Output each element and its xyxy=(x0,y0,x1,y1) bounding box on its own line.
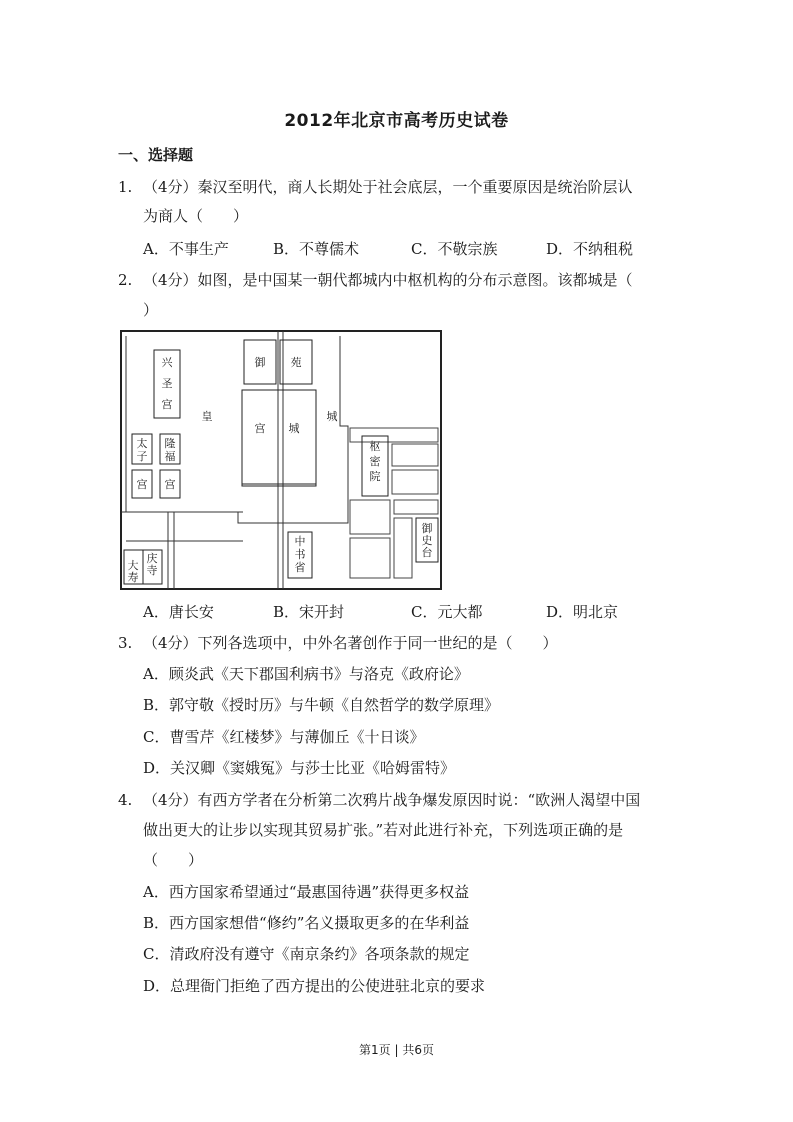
question-4-number: 4. xyxy=(118,791,133,809)
question-2-text-line2: ） xyxy=(143,301,159,319)
map-label-yu: 御 xyxy=(254,356,266,369)
question-3-number: 3. xyxy=(118,634,133,652)
question-1-number: 1. xyxy=(118,178,133,196)
map-label-yushi-shi: 史 xyxy=(421,534,433,547)
question-2-option-a: A．唐长安 xyxy=(143,603,214,621)
map-label-shu-book: 书 xyxy=(294,548,306,561)
map-label-sheng: 圣 xyxy=(161,377,173,390)
map-label-huang: 皇 xyxy=(201,410,213,423)
question-1-option-c: C．不敬宗族 xyxy=(411,240,498,258)
map-label-zi: 子 xyxy=(136,450,148,463)
question-4-option-d: D．总理衙门拒绝了西方提出的公使进驻北京的要求 xyxy=(143,977,486,995)
map-label-da: 大 xyxy=(127,559,139,572)
page-footer: 第1页 | 共6页 xyxy=(359,1043,434,1057)
map-label-cheng-outer: 城 xyxy=(326,410,338,423)
question-2-text-line1: （4分）如图，是中国某一朝代都城内中枢机构的分布示意图。该都城是（ xyxy=(143,271,633,289)
page-title: 2012年北京市高考历史试卷 xyxy=(284,111,509,131)
map-label-xing: 兴 xyxy=(161,356,173,369)
map-label-qing: 庆 xyxy=(146,552,158,565)
question-4-text-line2: 做出更大的让步以实现其贸易扩张。”若对此进行补充，下列选项正确的是 xyxy=(143,821,624,839)
question-1-text-line1: （4分）秦汉至明代，商人长期处于社会底层，一个重要原因是统治阶层认 xyxy=(143,178,633,196)
map-label-yushi-tai: 台 xyxy=(421,546,433,559)
question-4-option-a: A．西方国家希望通过“最惠国待遇”获得更多权益 xyxy=(143,883,470,901)
question-1-option-a: A．不事生产 xyxy=(143,240,229,258)
map-label-yuan-court: 院 xyxy=(369,470,381,483)
question-3-text: （4分）下列各选项中，中外名著创作于同一世纪的是（ ） xyxy=(143,634,558,652)
map-label-fu: 福 xyxy=(164,450,176,463)
section-heading: 一、选择题 xyxy=(118,146,194,164)
question-2-option-d: D．明北京 xyxy=(546,603,619,621)
question-3-option-c: C．曹雪芹《红楼梦》与薄伽丘《十日谈》 xyxy=(143,728,425,746)
question-4-option-c: C．清政府没有遵守《南京条约》各项条款的规定 xyxy=(143,945,470,963)
map-label-shou: 寿 xyxy=(127,571,139,584)
map-label-cheng-inner: 城 xyxy=(288,422,300,435)
question-1-option-d: D．不纳租税 xyxy=(546,240,634,258)
question-3-option-b: B．郭守敬《授时历》与牛顿《自然哲学的数学原理》 xyxy=(143,696,500,714)
map-label-shu: 枢 xyxy=(369,440,381,453)
map-label-si: 寺 xyxy=(146,564,158,577)
map-label-gong: 宫 xyxy=(254,422,266,435)
question-2-option-b: B．宋开封 xyxy=(273,603,345,621)
map-label-tai: 太 xyxy=(136,437,148,450)
map-label-zhong: 中 xyxy=(294,535,306,548)
map-label-yushi-yu: 御 xyxy=(421,522,433,535)
map-label-long: 隆 xyxy=(164,437,176,450)
capital-city-map xyxy=(118,328,444,592)
map-label-xingsheng-gong: 宫 xyxy=(161,398,173,411)
question-1-text-line2: 为商人（ ） xyxy=(143,207,249,225)
map-label-yuan: 苑 xyxy=(290,356,302,369)
question-4-option-b: B．西方国家想借“修约”名义摄取更多的在华利益 xyxy=(143,914,470,932)
question-1-option-b: B．不尊儒术 xyxy=(273,240,360,258)
question-3-option-a: A．顾炎武《天下郡国利病书》与洛克《政府论》 xyxy=(143,665,469,683)
question-4-text-line1: （4分）有西方学者在分析第二次鸦片战争爆发原因时说：“欧洲人渴望中国 xyxy=(143,791,641,809)
map-label-sheng-province: 省 xyxy=(294,561,306,574)
map-label-longfu-gong: 宫 xyxy=(164,478,176,491)
question-2-option-c: C．元大都 xyxy=(411,603,483,621)
question-3-option-d: D．关汉卿《窦娥冤》与莎士比亚《哈姆雷特》 xyxy=(143,759,456,777)
map-label-mi: 密 xyxy=(369,455,381,468)
question-2-number: 2. xyxy=(118,271,133,289)
map-label-taizi-gong: 宫 xyxy=(136,478,148,491)
question-4-text-line3: （ ） xyxy=(143,851,204,869)
